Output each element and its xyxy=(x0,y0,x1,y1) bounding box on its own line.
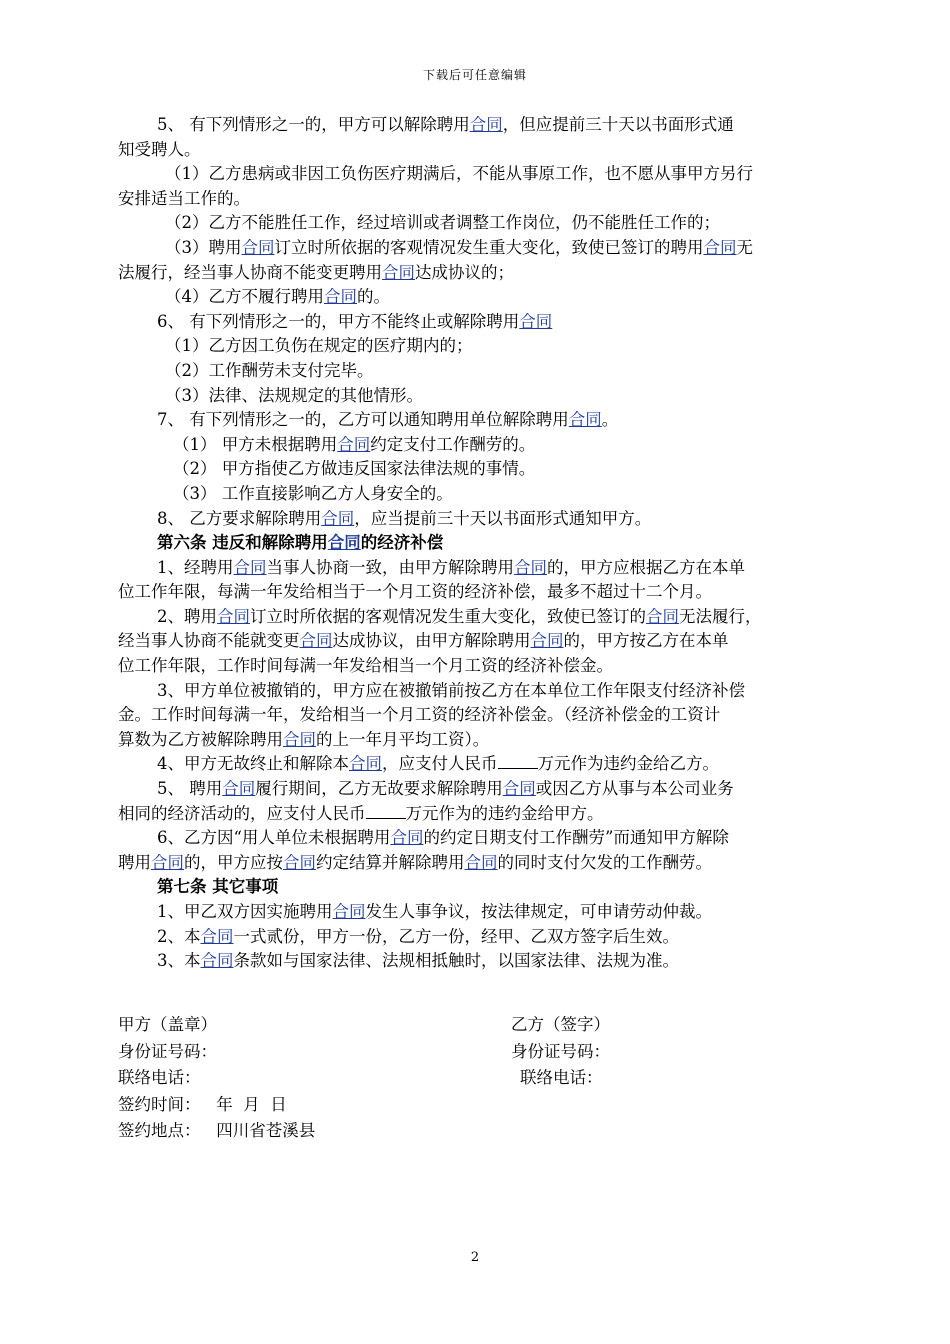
sign-date-label: 签约时间： 年 月 日 xyxy=(118,1094,287,1114)
contract-link[interactable]: 合同 xyxy=(390,828,424,848)
contract-link[interactable]: 合同 xyxy=(283,729,316,749)
contract-link[interactable]: 合同 xyxy=(464,852,498,872)
text-line: 5、 有下列情形之一的，甲方可以解除聘用合同，但应提前三十天以书面形式通 xyxy=(157,115,734,134)
text-line: （1） 甲方未根据聘用合同约定支付工作酬劳的。 xyxy=(173,434,536,454)
party-b-label: 乙方（签字） xyxy=(511,1015,610,1034)
text-line: 3、甲方单位被撤销的，甲方应在被撤销前按乙方在本单位工作年限支付经济补偿 xyxy=(157,680,745,700)
text-line: （3）法律、法规规定的其他情形。 xyxy=(165,385,423,405)
contract-link[interactable]: 合同 xyxy=(233,557,267,577)
text-line: （1）乙方患病或非因工负伤医疗期满后，不能从事原工作，也不愿从事甲方另行 xyxy=(165,164,753,184)
text-line: （2）乙方不能胜任工作，经过培训或者调整工作岗位，仍不能胜任工作的； xyxy=(165,213,720,233)
contract-link[interactable]: 合同 xyxy=(241,237,275,257)
contract-link[interactable]: 合同 xyxy=(382,262,415,282)
text-line: （3） 工作直接影响乙方人身安全的。 xyxy=(173,483,453,503)
text-line: （4）乙方不履行聘用合同的。 xyxy=(165,287,390,307)
contract-link[interactable]: 合同 xyxy=(151,852,184,872)
text-line: 算数为乙方被解除聘用合同的上一年月平均工资）。 xyxy=(118,729,490,749)
amount-blank xyxy=(366,803,406,819)
text-line: 6、乙方因“用人单位未根据聘用合同的约定日期支付工作酬劳”而通知甲方解除 xyxy=(157,828,729,848)
page-number: 2 xyxy=(470,1250,480,1265)
contract-link[interactable]: 合同 xyxy=(332,902,366,921)
text-line: 8、 乙方要求解除聘用合同，应当提前三十天以书面形式通知甲方。 xyxy=(157,508,652,528)
contract-link[interactable]: 合同 xyxy=(703,237,737,257)
text-line: （3）聘用合同订立时所依据的客观情况发生重大变化，致使已签订的聘用合同无 xyxy=(165,237,753,257)
contract-link[interactable]: 合同 xyxy=(217,606,250,626)
sign-place-label: 签约地点： 四川省苍溪县 xyxy=(118,1121,316,1140)
contract-link[interactable]: 合同 xyxy=(514,557,547,577)
contract-link[interactable]: 合同 xyxy=(327,533,361,553)
party-a-id-label: 身份证号码： xyxy=(118,1041,217,1061)
contract-link[interactable]: 合同 xyxy=(299,631,333,651)
section-heading: 第七条 其它事项 xyxy=(157,877,279,897)
text-line: 2、聘用合同订立时所依据的客观情况发生重大变化，致使已签订的合同无法履行， xyxy=(157,606,762,626)
page-header: 下载后可任意编辑 xyxy=(422,68,527,82)
text-line: 7、 有下列情形之一的，乙方可以通知聘用单位解除聘用合同。 xyxy=(157,410,619,430)
text-line: 3、本合同条款如与国家法律、法规相抵触时，以国家法律、法规为准。 xyxy=(157,951,679,971)
text-line: 5、 聘用合同履行期间，乙方无故要求解除聘用合同或因乙方从事与本公司业务 xyxy=(157,779,734,799)
text-line: 法履行，经当事人协商不能变更聘用合同达成协议的； xyxy=(118,262,514,282)
text-line: 1、甲乙双方因实施聘用合同发生人事争议，按法律规定，可申请劳动仲裁。 xyxy=(157,902,712,921)
party-b-id-label: 身份证号码： xyxy=(511,1041,610,1061)
contract-link[interactable]: 合同 xyxy=(337,434,371,454)
contract-link[interactable]: 合同 xyxy=(321,508,355,528)
contract-link[interactable]: 合同 xyxy=(530,631,564,651)
text-line: （2）工作酬劳未支付完毕。 xyxy=(165,360,374,380)
contract-body xyxy=(118,113,838,974)
party-a-phone-label: 联络电话： xyxy=(118,1068,201,1087)
text-line: 金。工作时间每满一年，发给相当一个月工资的经济补偿金。（经济补偿金的工资计 xyxy=(118,705,721,725)
contract-link[interactable]: 合同 xyxy=(200,926,234,946)
text-line: 位工作年限，工作时间每满一年发给相当一个月工资的经济补偿金。 xyxy=(118,656,613,676)
contract-link[interactable]: 合同 xyxy=(469,115,503,134)
text-line: 1、经聘用合同当事人协商一致，由甲方解除聘用合同的，甲方应根据乙方在本单 xyxy=(157,557,745,577)
text-line: 聘用合同的，甲方应按合同约定结算并解除聘用合同的同时支付欠发的工作酬劳。 xyxy=(118,852,712,872)
signature-block xyxy=(118,1012,838,1145)
party-a-label: 甲方（盖章） xyxy=(118,1015,217,1034)
contract-link[interactable]: 合同 xyxy=(568,410,602,430)
text-line: 6、 有下列情形之一的，甲方不能终止或解除聘用合同 xyxy=(157,311,553,331)
text-line: 经当事人协商不能就变更合同达成协议，由甲方解除聘用合同的，甲方按乙方在本单 xyxy=(118,631,729,651)
text-line: 相同的经济活动的，应支付人民币 万元作为的违约金给甲方。 xyxy=(118,803,604,823)
text-line: （1）乙方因工负伤在规定的医疗期内的； xyxy=(165,336,473,356)
section-heading: 第六条 违反和解除聘用合同的经济补偿 xyxy=(157,533,444,553)
text-line: 位工作年限，每满一年发给相当于一个月工资的经济补偿，最多不超过十二个月。 xyxy=(118,582,712,602)
contract-link[interactable]: 合同 xyxy=(222,779,256,799)
contract-link[interactable]: 合同 xyxy=(519,311,553,331)
text-line: 知受聘人。 xyxy=(118,139,201,159)
amount-blank xyxy=(498,753,538,769)
contract-link[interactable]: 合同 xyxy=(646,606,679,626)
contract-link[interactable]: 合同 xyxy=(283,852,316,872)
contract-link[interactable]: 合同 xyxy=(502,779,536,799)
text-line: （2） 甲方指使乙方做违反国家法律法规的事情。 xyxy=(173,459,536,479)
contract-link[interactable]: 合同 xyxy=(200,951,234,971)
text-line: 4、甲方无故终止和解除本合同，应支付人民币 万元作为违约金给乙方。 xyxy=(157,754,719,774)
contract-link[interactable]: 合同 xyxy=(349,754,382,774)
text-line: 2、本合同一式贰份，甲方一份，乙方一份，经甲、乙双方签字后生效。 xyxy=(157,926,679,946)
party-b-phone-label: 联络电话： xyxy=(520,1068,603,1087)
contract-link[interactable]: 合同 xyxy=(324,287,357,307)
text-line: 安排适当工作的。 xyxy=(118,188,250,208)
